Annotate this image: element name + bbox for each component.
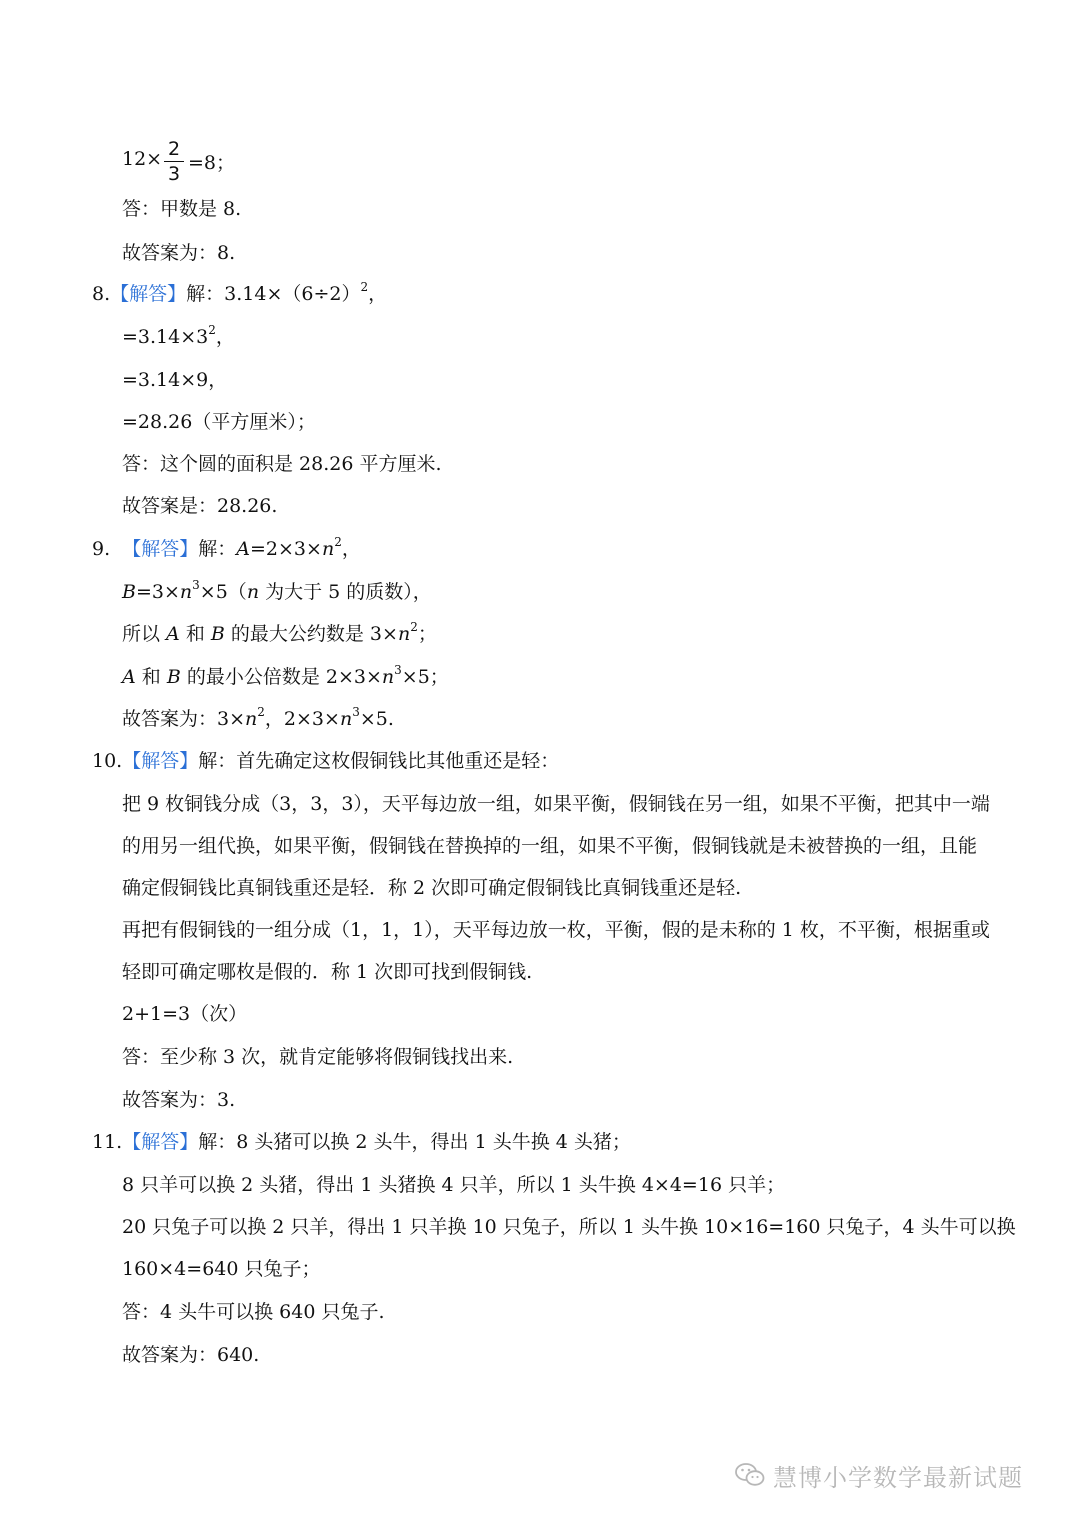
frac-whole: 12× (122, 148, 163, 170)
q11-final: 故答案为：640. (122, 1344, 260, 1366)
q9-l3a: 所以 (122, 623, 167, 645)
q10-number: 10. (92, 750, 123, 772)
q10-line7: 2+1=3（次） (122, 1003, 248, 1025)
q7-answer: 答：甲数是 8. (122, 198, 242, 220)
q10-line5: 再把有假铜钱的一组分成（1，1，1），天平每边放一枚，平衡，假的是未称的 1 枚，不平衡，根据重或 (122, 919, 990, 941)
q8-l2b: ， (215, 326, 235, 348)
q8-l1sup: 2 (360, 279, 369, 294)
q9-l4B: B (166, 666, 181, 688)
q9-line4 (122, 664, 449, 690)
q10-line3: 的用另一组代换，如果平衡，假铜钱在替换掉的一组，如果不平衡，假铜钱就是未被替换的一组，且能 (122, 835, 978, 857)
q9-l4b: 的最小公倍数是 2×3× (180, 666, 382, 688)
q11-line1 (92, 1129, 631, 1155)
q8-l1a: 解：3.14×（6÷2） (186, 283, 361, 305)
q9-l4n: n (381, 666, 395, 688)
q9-l1sup: 2 (334, 534, 342, 549)
watermark-text: 慧博小学数学最新试题 (773, 1463, 1023, 1492)
q9-l3A: A (166, 623, 180, 645)
fraction (164, 138, 184, 185)
q9-l1c: ， (341, 538, 361, 560)
q9-l3n: n (397, 623, 411, 645)
q9-l5sup: 2 (257, 704, 265, 719)
q9-l2sup: 3 (192, 577, 200, 592)
q9-tag: 【解答】 (122, 538, 199, 560)
q9-l1n: n (321, 538, 335, 560)
q9-l2B: B (122, 581, 136, 603)
q9-l5n2: n (339, 708, 353, 730)
numerator: 2 (167, 138, 181, 160)
q10-line6: 轻即可确定哪枚是假的．称 1 次即可找到假铜钱. (122, 961, 533, 983)
q8-final: 故答案是：28.26. (122, 495, 278, 517)
q9-l1b: =2×3× (250, 538, 322, 560)
q9-l5b: ，2×3× (264, 708, 340, 730)
q9-line1 (92, 536, 361, 562)
q11-l1: 解：8 头猪可以换 2 头牛，得出 1 头牛换 4 头猪； (198, 1131, 631, 1153)
q9-l2n2: n (246, 581, 260, 603)
q9-l4c: ×5； (401, 666, 449, 688)
q8-l1b: ， (368, 283, 388, 305)
q8-l2a: =3.14×3 (122, 326, 209, 348)
q9-l1a: 解： (198, 538, 237, 560)
q8-number: 8. (92, 283, 111, 305)
q10-answer: 答：至少称 3 次，就肯定能够将假铜钱找出来. (122, 1046, 514, 1068)
q9-line3 (122, 621, 437, 647)
frac-result: =8； (188, 152, 236, 174)
q9-l1A: A (236, 538, 250, 560)
q11-line2: 8 只羊可以换 2 头猪，得出 1 头猪换 4 只羊，所以 1 头牛换 4×4=16 只羊； (122, 1174, 786, 1196)
q10-tag: 【解答】 (122, 750, 199, 772)
q8-tag: 【解答】 (110, 283, 187, 305)
q9-l4sup: 3 (394, 662, 402, 677)
q9-l3B: B (210, 623, 225, 645)
q10-final: 故答案为：3. (122, 1089, 236, 1111)
q9-final (122, 706, 394, 732)
q9-l3b: 和 (179, 623, 211, 645)
q10-line4: 确定假铜钱比真铜钱重还是轻．称 2 次即可确定假铜钱比真铜钱重还是轻. (122, 877, 742, 899)
q9-l2c: 为大于 5 的质数）， (259, 581, 432, 603)
q8-line1 (92, 281, 387, 307)
q11-answer: 答：4 头牛可以换 640 只兔子. (122, 1301, 385, 1323)
q8-l2sup: 2 (208, 322, 216, 337)
fraction-bar (164, 161, 184, 162)
q10-l1: 解：首先确定这枚假铜钱比其他重还是轻： (198, 750, 560, 772)
denominator: 3 (167, 163, 181, 185)
q10-line2: 把 9 枚铜钱分成（3，3，3），天平每边放一组，如果平衡，假铜钱在另一组，如果不平衡，把其中一端 (122, 793, 990, 815)
q9-l3sup: 2 (410, 619, 418, 634)
q9-l2a: =3× (135, 581, 180, 603)
q9-l5sup2: 3 (352, 704, 360, 719)
q11-number: 11. (92, 1131, 123, 1153)
q10-line1 (92, 748, 559, 774)
q9-l3c: 的最大公约数是 3× (224, 623, 398, 645)
q9-l4A: A (122, 666, 136, 688)
q9-l4a: 和 (135, 666, 167, 688)
q8-line3: =3.14×9， (122, 369, 228, 391)
q9-line2 (122, 579, 432, 605)
q7-final: 故答案为：8. (122, 242, 236, 264)
q9-l5n: n (245, 708, 258, 730)
q11-tag: 【解答】 (122, 1131, 199, 1153)
q9-l5a: 故答案为：3× (122, 708, 246, 730)
q9-l3d: ； (417, 623, 437, 645)
q8-line4: =28.26（平方厘米）； (122, 411, 316, 433)
q9-l5c: ×5. (359, 708, 394, 730)
watermark (735, 1455, 1023, 1495)
q8-answer: 答：这个圆的面积是 28.26 平方厘米. (122, 453, 442, 475)
q8-line2 (122, 324, 235, 350)
wechat-icon (735, 1462, 765, 1488)
q11-line4: 160×4=640 只兔子； (122, 1258, 321, 1280)
q11-line3: 20 只兔子可以换 2 只羊，得出 1 只羊换 10 只兔子，所以 1 头牛换 10×16=160 只兔子，4 头牛可以换 (122, 1216, 1016, 1238)
q9-number: 9. (92, 538, 111, 560)
q9-l2b: ×5（ (199, 581, 247, 603)
q9-l2n: n (179, 581, 193, 603)
